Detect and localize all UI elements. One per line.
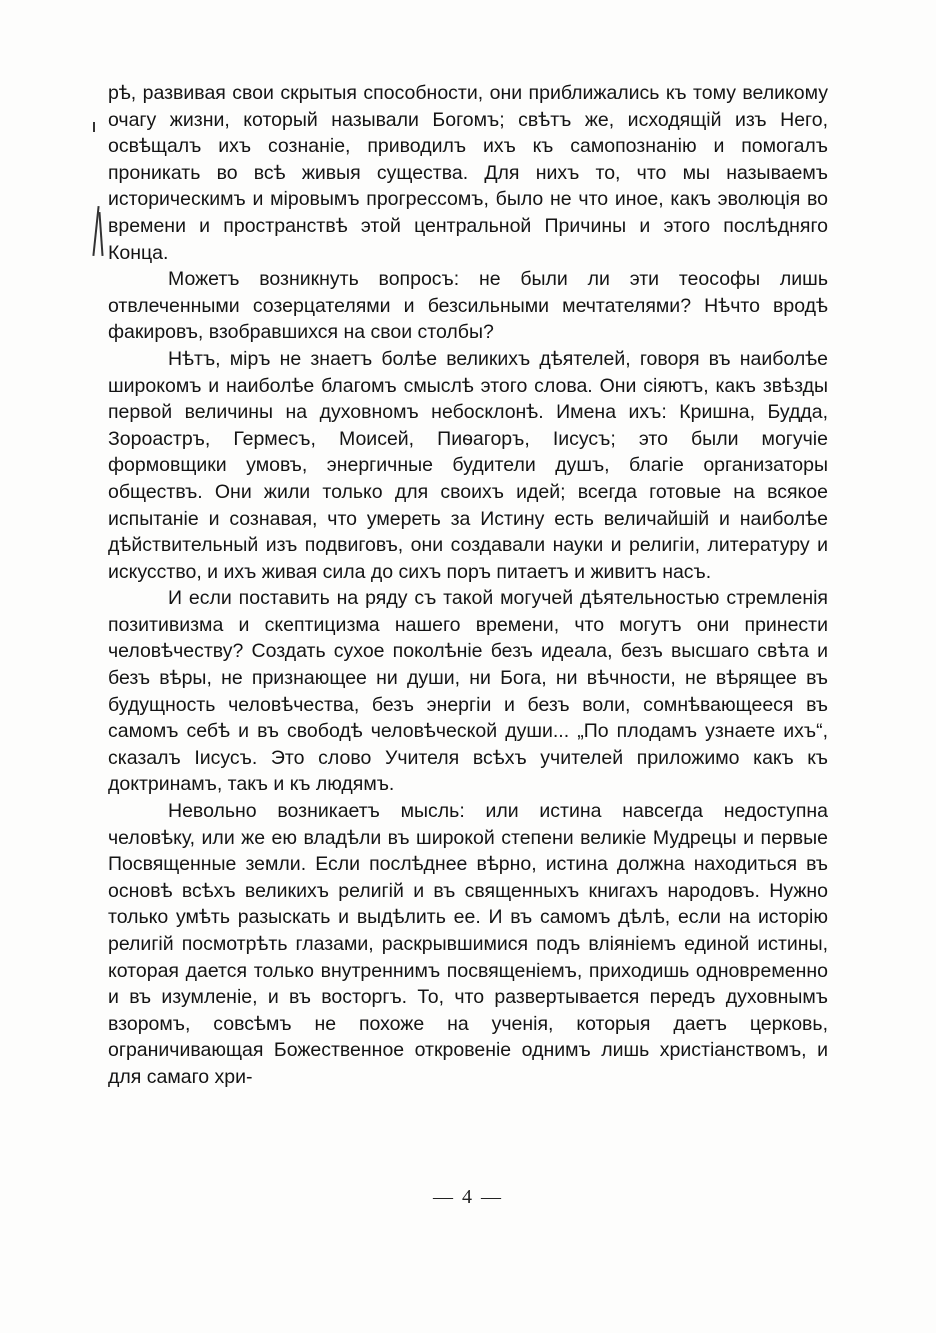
paragraph: Нѣтъ, міръ не знаетъ болѣе великихъ дѣятелей, говоря въ наиболѣе широкомъ и наиболѣе благомъ смыслѣ этого слова. Они сіяютъ, какъ звѣзды первой величины на духовномъ небосклонѣ. Имена ихъ: Кришна, Будда, Зороастръ, Гермесъ, Моисей, Пиѳагоръ, Іисусъ; это были могучіе формовщики умовъ, энергичные будители душъ, благіе организаторы обществъ. Они жили только для своихъ идей; всегда готовые на всякое испытаніе и сознавая, что умереть за Истину есть величайшій и наиболѣе дѣйствительный изъ подвиговъ, они создавали науки и религіи, литературу и искусство, и ихъ живая сила до сихъ поръ питаетъ и живитъ насъ. [108, 347, 828, 583]
paragraph: И если поставить на ряду съ такой могучей дѣятельностью стремленія позитивизма и скептицизма нашего времени, что могутъ они принести человѣчеству? Создать сухое поколѣніе безъ идеала, безъ высшаго свѣта и безъ вѣры, не признающее ни души, ни Бога, ни вѣчности, не вѣрящее въ будущность человѣчества, безъ энергіи и безъ воли, сомнѣвающееся въ самомъ себѣ и въ свободѣ человѣческой души... „По плодамъ узнаете ихъ“, сказалъ Іисусъ. Это слово Учителя всѣхъ учителей приложимо какъ къ доктринамъ, такъ и къ людямъ. [108, 587, 828, 796]
paragraph-continued: рѣ, развивая свои скрытыя способности, они приближались къ тому великому очагу жизни, который называли Богомъ; свѣтъ же, исходящій изъ Него, освѣщалъ ихъ сознаніе, приводилъ ихъ къ самопознанію и помогалъ проникать во всѣ живыя существа. Для нихъ то, что мы называемъ историческимъ и міровымъ прогрессомъ, было не что иное, какъ эволюція во времени и пространствѣ этой центральной Причины и этого послѣдняго Конца. [108, 82, 828, 264]
body-text [108, 80, 828, 1091]
paragraph: Невольно возникаетъ мысль: или истина навсегда недоступна человѣку, или же ею владѣли въ широкой степени великіе Мудрецы и первые Посвященные земли. Если послѣднее вѣрно, истина должна находиться въ основѣ всѣхъ великихъ религій и въ священныхъ книгахъ народовъ. Нужно только умѣть разыскать и выдѣлить ее. И въ самомъ дѣлѣ, если на исторію религій посмотрѣть глазами, раскрывшимися подъ вліяніемъ единой истины, которая дается только внутреннимъ посвященіемъ, приходишь одновременно и въ изумленіе, и въ восторгъ. То, что развертывается передъ духовнымъ взоромъ, совсѣмъ не похоже на ученія, которыя даетъ церковь, ограничивающая Божественное откровеніе однимъ лишь христіанствомъ, и для самаго хри- [108, 800, 828, 1088]
margin-pencil-mark [93, 122, 95, 132]
page-number: — 4 — [433, 1186, 503, 1208]
margin-pencil-mark [98, 212, 103, 256]
paragraph: Можетъ возникнуть вопросъ: не были ли эти теософы лишь отвлеченными созерцателями и безсильными мечтателями? Нѣчто вродѣ факировъ, взобравшихся на свои столбы? [108, 268, 828, 344]
